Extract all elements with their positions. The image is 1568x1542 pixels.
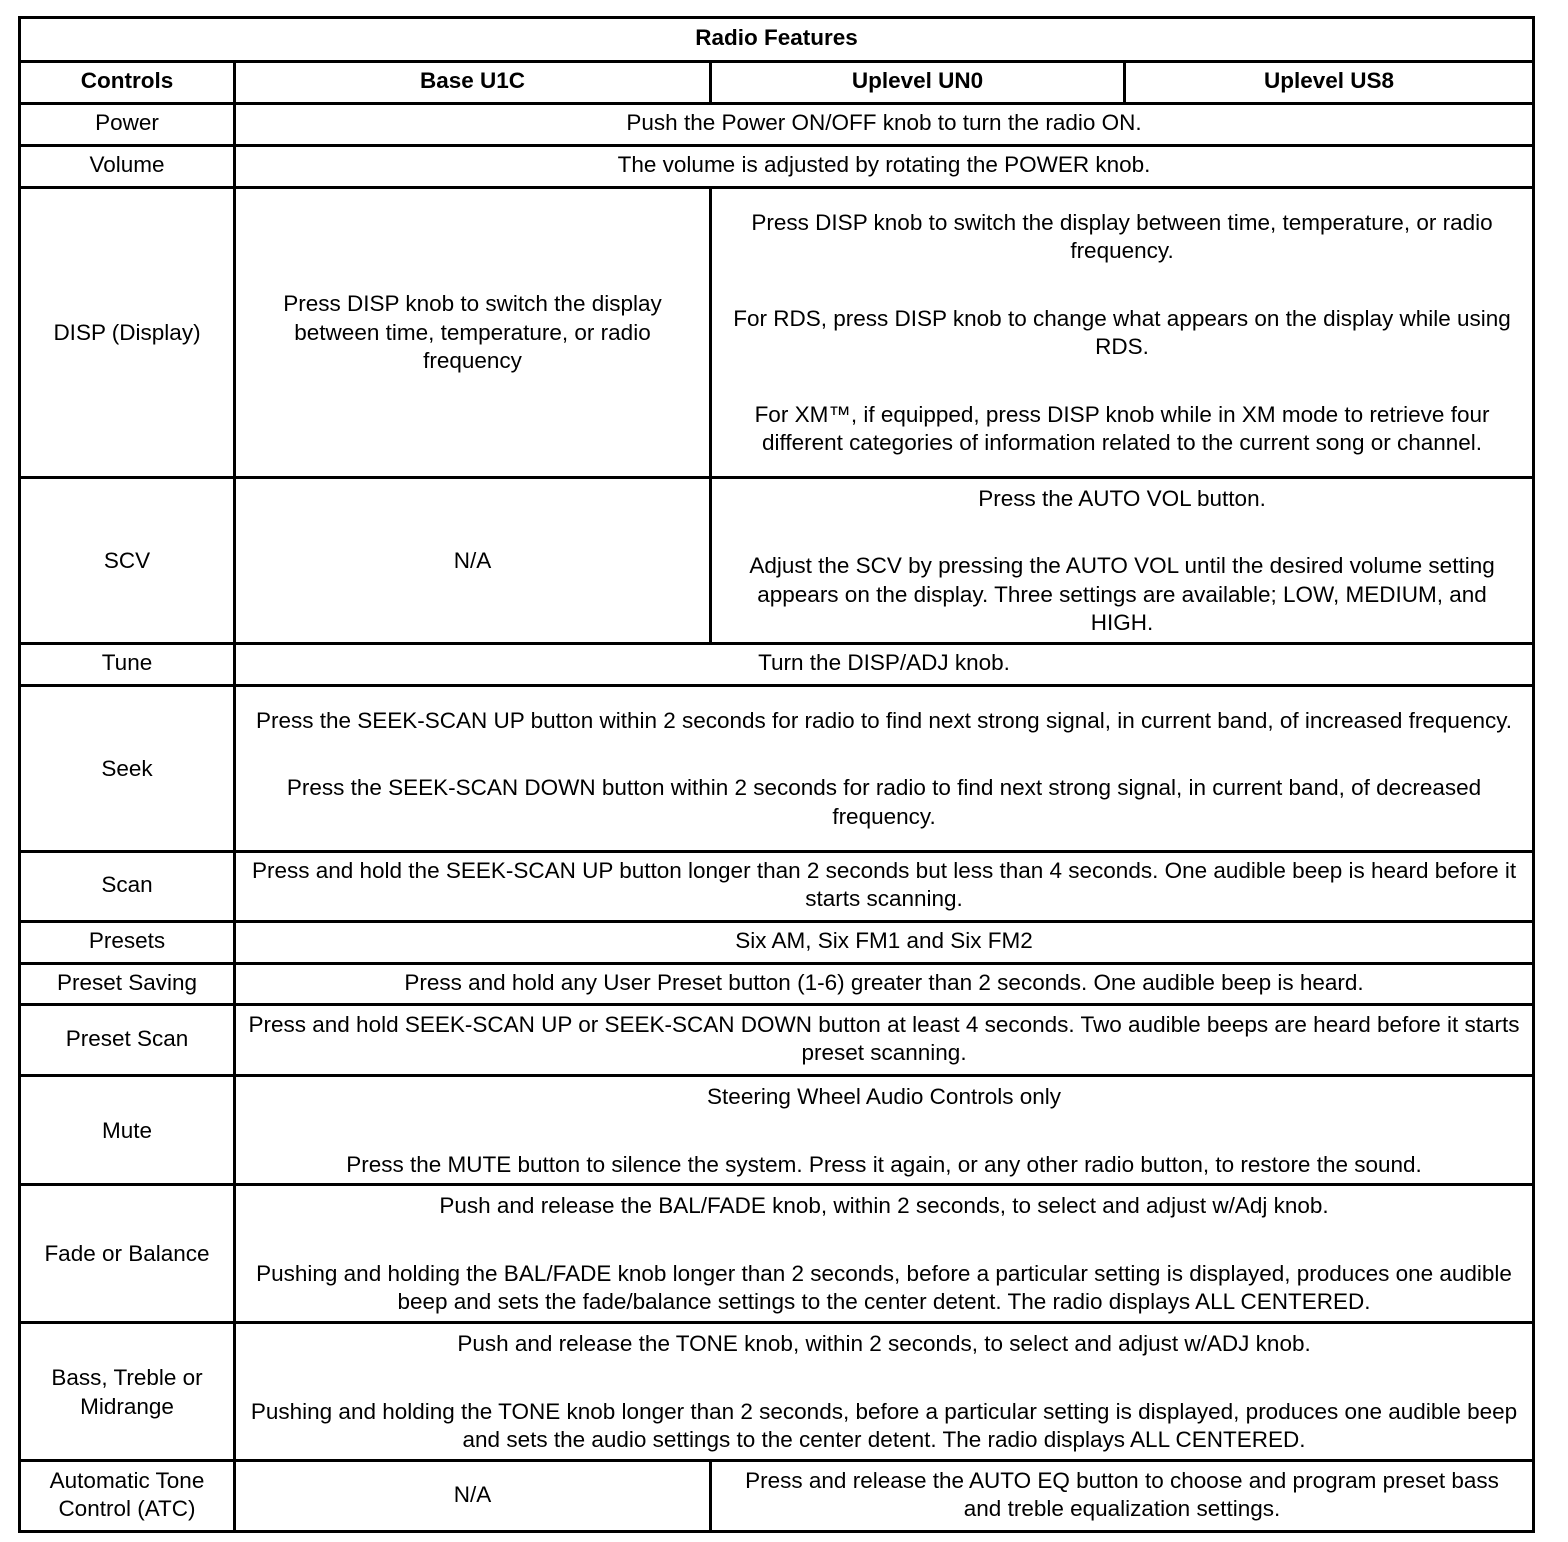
row-label-scan: Scan	[20, 851, 235, 921]
table-row	[20, 477, 1534, 643]
tone-para: Push and release the TONE knob, within 2 seconds, to select and adjust w/ADJ knob.	[457, 1331, 1311, 1357]
fade-para: Push and release the BAL/FADE knob, within 2 seconds, to select and adjust w/Adj knob.	[439, 1193, 1329, 1219]
row-label-scv: SCV	[20, 477, 235, 643]
row-label-fade: Fade or Balance	[20, 1185, 235, 1323]
row-label-seek: Seek	[20, 685, 235, 851]
row-label-disp: DISP (Display)	[20, 187, 235, 477]
row-desc-disp-uplevel	[711, 187, 1534, 477]
scv-uplevel-para: Press the AUTO VOL button.	[978, 485, 1266, 511]
row-label-presets: Presets	[20, 921, 235, 963]
row-desc-atc-base: N/A	[235, 1461, 711, 1532]
table-title-row	[20, 18, 1534, 62]
table-row	[20, 1461, 1534, 1532]
table-row	[20, 643, 1534, 685]
scv-uplevel-para: Adjust the SCV by pressing the AUTO VOL until the desired volume setting appears on the display. Three settings are available; LOW, MEDIUM, and HIGH.	[749, 553, 1495, 635]
seek-para: Press the SEEK-SCAN DOWN button within 2 seconds for radio to find next strong signal, in current band, of decreased frequency.	[286, 775, 1482, 829]
row-label-tone: Bass, Treble or Midrange	[20, 1323, 235, 1461]
row-desc-scan: Press and hold the SEEK-SCAN UP button longer than 2 seconds but less than 4 seconds. One audible beep is heard before it starts scanning.	[235, 851, 1534, 921]
table-row	[20, 104, 1534, 146]
row-desc-scv-base: N/A	[235, 477, 711, 643]
row-desc-mute	[235, 1076, 1534, 1185]
row-desc-preset-saving: Press and hold any User Preset button (1-6) greater than 2 seconds. One audible beep is heard.	[235, 963, 1534, 1005]
row-desc-scv-uplevel	[711, 477, 1534, 643]
mute-para: Steering Wheel Audio Controls only	[707, 1084, 1061, 1109]
table-header-row	[20, 62, 1534, 104]
row-desc-presets: Six AM, Six FM1 and Six FM2	[235, 921, 1534, 963]
header-base-u1c: Base U1C	[235, 62, 711, 104]
table-title: Radio Features	[20, 18, 1534, 62]
row-desc-preset-scan: Press and hold SEEK-SCAN UP or SEEK-SCAN DOWN button at least 4 seconds. Two audible beeps are heard before it starts preset scanning.	[235, 1005, 1534, 1076]
row-label-volume: Volume	[20, 146, 235, 188]
table-row	[20, 1076, 1534, 1185]
row-desc-seek	[235, 685, 1534, 851]
table-row	[20, 685, 1534, 851]
disp-uplevel-para: For RDS, press DISP knob to change what appears on the display while using RDS.	[733, 305, 1511, 359]
radio-features-table	[18, 16, 1535, 1533]
table-row	[20, 187, 1534, 477]
fade-para: Pushing and holding the BAL/FADE knob longer than 2 seconds, before a particular setting is displayed, produces one audible beep and sets the fade/balance settings to the center detent. The radio displays ALL CENTERED.	[256, 1260, 1512, 1315]
row-label-preset-saving: Preset Saving	[20, 963, 235, 1005]
row-label-power: Power	[20, 104, 235, 146]
table-row	[20, 1323, 1534, 1461]
header-controls: Controls	[20, 62, 235, 104]
row-desc-atc-uplevel: Press and release the AUTO EQ button to choose and program preset bass and treble equalization settings.	[711, 1461, 1534, 1532]
row-label-preset-scan: Preset Scan	[20, 1005, 235, 1076]
table-row	[20, 146, 1534, 188]
disp-uplevel-para: Press DISP knob to switch the display between time, temperature, or radio frequency.	[751, 209, 1493, 263]
mute-para: Press the MUTE button to silence the system. Press it again, or any other radio button, to restore the sound.	[346, 1151, 1422, 1177]
row-label-mute: Mute	[20, 1076, 235, 1185]
row-desc-disp-base: Press DISP knob to switch the display between time, temperature, or radio frequency	[235, 187, 711, 477]
row-desc-volume: The volume is adjusted by rotating the POWER knob.	[235, 146, 1534, 188]
disp-uplevel-para: For XM™, if equipped, press DISP knob while in XM mode to retrieve four different categories of information related to the current song or channel.	[754, 401, 1490, 455]
table-row	[20, 851, 1534, 921]
row-label-tune: Tune	[20, 643, 235, 685]
header-uplevel-un0: Uplevel UN0	[711, 62, 1125, 104]
row-label-atc: Automatic Tone Control (ATC)	[20, 1461, 235, 1532]
table-row	[20, 963, 1534, 1005]
row-desc-tune: Turn the DISP/ADJ knob.	[235, 643, 1534, 685]
seek-para: Press the SEEK-SCAN UP button within 2 seconds for radio to find next strong signal, in current band, of increased frequency.	[255, 707, 1513, 733]
table-row	[20, 921, 1534, 963]
table-row	[20, 1005, 1534, 1076]
row-desc-fade	[235, 1185, 1534, 1323]
table-row	[20, 1185, 1534, 1323]
tone-para: Pushing and holding the TONE knob longer than 2 seconds, before a particular setting is displayed, produces one audible beep and sets the audio settings to the center detent. The radio displays ALL CENTERED.	[250, 1398, 1518, 1453]
row-desc-tone	[235, 1323, 1534, 1461]
header-uplevel-us8: Uplevel US8	[1125, 62, 1534, 104]
row-desc-power: Push the Power ON/OFF knob to turn the radio ON.	[235, 104, 1534, 146]
